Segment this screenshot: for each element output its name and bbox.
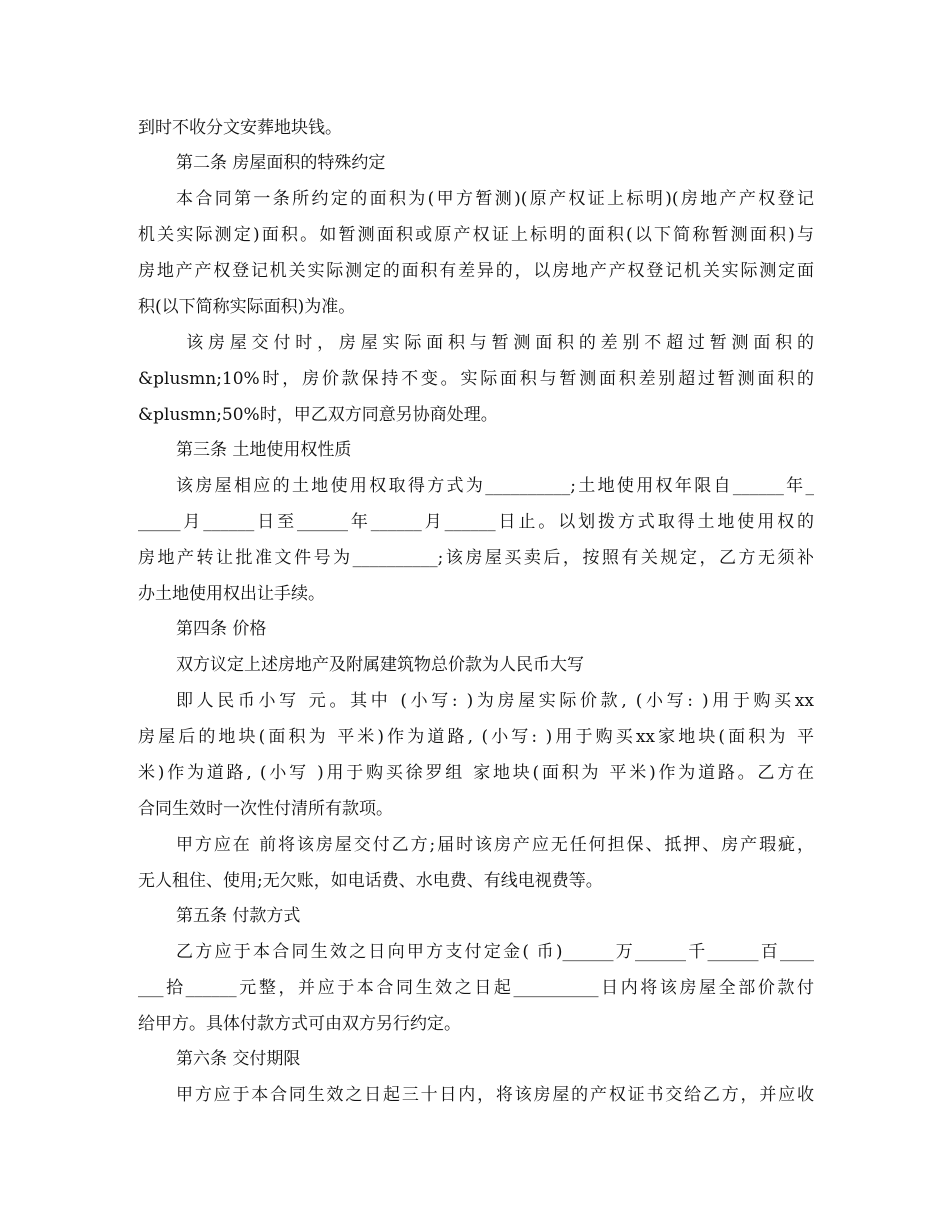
text-line: 办土地使用权出让手续。 <box>138 584 325 604</box>
text-line: 米)作为道路, (小写 )用于购买徐罗组 家地块(面积为 平米)作为道路。乙方在 <box>138 763 814 783</box>
text-line: 即人民币小写 元。其中 (小写: )为房屋实际价款, (小写: )用于购买xx <box>176 691 814 711</box>
text-line: 该房屋交付时，房屋实际面积与暂测面积的差别不超过暂测面积的 <box>176 333 814 353</box>
text-line: 乙方应于本合同生效之日向甲方支付定金( 币)______万______千______百____ <box>176 942 814 962</box>
text-line: 房屋后的地块(面积为 平米)作为道路, (小写: )用于购买xx家地块(面积为 平 <box>138 727 814 747</box>
article-heading: 第五条 付款方式 <box>176 906 301 926</box>
article-heading: 第三条 土地使用权性质 <box>176 440 352 460</box>
text-line: 积(以下简称实际面积)为准。 <box>138 297 356 317</box>
text-line: 合同生效时一次性付清所有款项。 <box>138 799 393 819</box>
article-heading: 第六条 交付期限 <box>176 1049 301 1069</box>
text-line: 无人租住、使用;无欠账，如电话费、水电费、有线电视费等。 <box>138 871 603 891</box>
text-line: _____月______日至______年______月______日止。以划拨方式取得土地使用权的 <box>138 512 814 532</box>
text-line: 本合同第一条所约定的面积为(甲方暂测)(原产权证上标明)(房地产产权登记 <box>176 189 814 209</box>
text-line: 双方议定上述房地产及附属建筑物总价款为人民币大写 <box>176 655 584 675</box>
text-line: 到时不收分文安葬地块钱。 <box>138 118 342 138</box>
text-line: ___拾______元整，并应于本合同生效之日起__________日内将该房屋全部价款付 <box>138 978 814 998</box>
text-line: 给甲方。具体付款方式可由双方另行约定。 <box>138 1014 461 1034</box>
article-heading: 第四条 价格 <box>176 619 267 639</box>
article-heading: 第二条 房屋面积的特殊约定 <box>176 153 386 173</box>
text-line: &plusmn;10%时，房价款保持不变。实际面积与暂测面积差别超过暂测面积的 <box>138 369 814 389</box>
text-line: 该房屋相应的土地使用权取得方式为__________;土地使用权年限自______年_ <box>176 476 814 496</box>
text-line: 甲方应于本合同生效之日起三十日内，将该房屋的产权证书交给乙方，并应收 <box>176 1085 814 1105</box>
text-line: &plusmn;50%时，甲乙双方同意另协商处理。 <box>138 405 498 425</box>
text-line: 甲方应在 前将该房屋交付乙方;届时该房产应无任何担保、抵押、房产瑕疵， <box>176 835 814 855</box>
text-line: 房地产产权登记机关实际测定的面积有差异的，以房地产产权登记机关实际测定面 <box>138 261 814 281</box>
text-line: 房地产转让批准文件号为__________;该房屋买卖后，按照有关规定，乙方无须补 <box>138 548 814 568</box>
text-line: 机关实际测定)面积。如暂测面积或原产权证上标明的面积(以下简称暂测面积)与 <box>138 225 814 245</box>
